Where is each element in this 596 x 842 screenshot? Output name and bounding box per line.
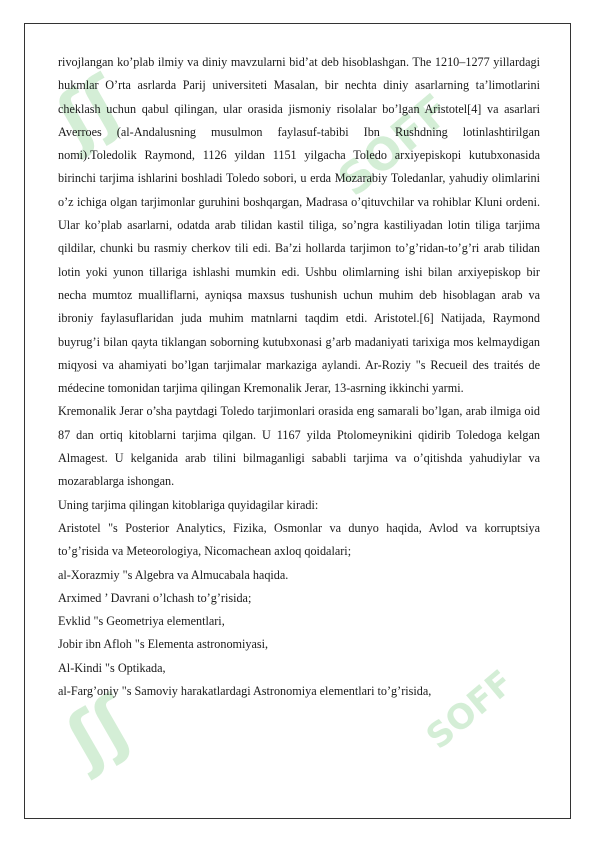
list-item: Arximed ’ Davrani o’lchash to’g’risida; [58, 590, 252, 605]
paragraph-aristotle-works: Aristotel "s Posterior Analytics, Fizika, Osmonlar va dunyo haqida, Avlod va korruptsiya to’g’risida va Meteorologiya, Nicomachean axloq qoidalari; [58, 520, 540, 559]
watermark-logo-bottom-left: ʃʃ [53, 680, 145, 782]
paragraph-translations-history: rivojlangan ko’plab ilmiy va diniy mavzularni bid’at deb hisoblashgan. The 1210–1277 yillardagi hukmlar O’rta asrlarda Parij universiteti Masalan, bir nechta diniy asarlarning ta’limotlarini cheklash uchun qabul qilingan, ular orasida jismoniy risolalar bo’lgan Aristotel[4] va asarlari Averroes (al-Andalusning musulmon faylasuf-tabibi Ibn Rushdning lotinlashtirilgan nomi).Toledolik Raymond, 1126 yildan 1151 yilgacha Toledo arxiyepiskopi kutubxonasida birinchi tarjima ishlarini boshladi Toledo sobori, u erda Mozarabiy Toledanlar, yahudiy olimlarini o’z ichiga olgan tarjimonlar guruhini boshqargan, Madrasa o’qituvchilar va rohiblar Kluni ordeni. Ular ko’plab asarlarni, odatda arab tilidan kastil tiliga, so’ngra kastiliyadan lotin tiliga tarjima qildilar, chunki bu rasmiy cherkov tili edi. Ba’zi hollarda tarjimon to’g’ridan-to’g’ri arab tilidan lotin yoki yunon tillariga ishlashi mumkin edi. Ushbu olimlarning ishi bilan arxiyepiskop bir necha mumtoz mualliflarni, ayniqsa maxsus tushunish uchun muhim deb hisoblagan arab va ibroniy faylasuflaridan juda muhim matnlarni taqdim etdi. Aristotel.[6] Natijada, Raymond buyrug’i bilan qayta tiklangan soborning kutubxonasi g’arb madaniyati tarixiga mos kelmaydigan miqyosi va ahamiyati bo’lgan tarjimalar markaziga aylandi. Ar-Roziy "s Recueil des traités de médecine tomonidan tarjima qilingan Kremonalik Jerar, 13-asrning ikkinchi yarmi. [58, 55, 540, 396]
paragraph-list-intro: Uning tarjima qilingan kitoblariga quyidagilar kiradi: [58, 497, 319, 512]
list-item: Al-Kindi "s Optikada, [58, 660, 166, 675]
document-body [58, 51, 540, 703]
list-item: Jobir ibn Afloh "s Elementa astronomiyasi, [58, 637, 269, 652]
watermark-brand-top-right: SOFF [328, 84, 461, 207]
watermark-logo-top-left: ʃʃ [43, 60, 135, 162]
list-item: al-Xorazmiy "s Algebra va Almucabala haqida. [58, 567, 289, 582]
list-item: Evklid "s Geometriya elementlari, [58, 614, 225, 629]
paragraph-gerard-of-cremona: Kremonalik Jerar o’sha paytdagi Toledo tarjimonlari orasida eng samarali bo’lgan, arab ilmiga oid 87 dan ortiq kitoblarni tarjima qilgan. U 1167 yilda Ptolomeynikini qidirib Toledoga kelgan Almagest. U kelganida arab tilini bilmaganligi sababli tarjima va o’qitishda yahudiylar va mozarablarga ishongan. [58, 404, 540, 489]
watermark-brand-bottom-right: SOFF [418, 662, 522, 758]
list-item: al-Farg’oniy "s Samoviy harakatlardagi Astronomiya elementlari to’g’risida, [58, 684, 432, 699]
